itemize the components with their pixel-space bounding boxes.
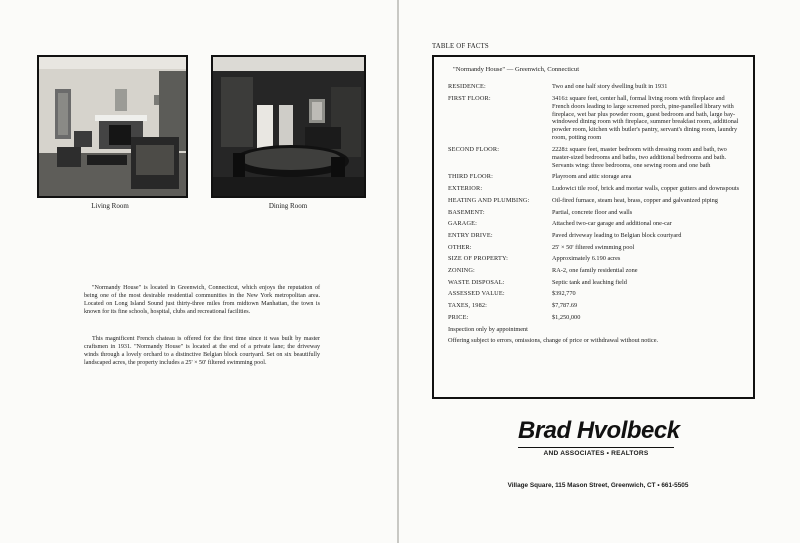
fact-value: $7,787.69: [552, 302, 578, 310]
fact-label: ZONING:: [448, 267, 475, 275]
fact-row: [448, 314, 743, 322]
fact-row: [448, 197, 743, 205]
fact-value: 25' × 50' filtered swimming pool: [552, 243, 635, 251]
fact-label: BASEMENT:: [448, 208, 485, 216]
fact-row: [448, 267, 743, 275]
fact-label: PRICE:: [448, 313, 469, 321]
agency-subtitle: AND ASSOCIATES • REALTORS: [543, 450, 649, 457]
fact-row: [448, 244, 743, 252]
fact-label: THIRD FLOOR:: [448, 173, 494, 181]
logo-divider: [518, 447, 674, 448]
disclaimer-note: Offering subject to errors, omissions, change of price or withdrawal without notice.: [448, 337, 659, 345]
fact-value: Attached two-car garage and additional one-car: [552, 220, 672, 228]
fact-value: Paved driveway leading to Belgian block courtyard: [552, 231, 682, 239]
fact-row: [448, 279, 743, 287]
description-paragraph: "Normandy House" is located in Greenwich, Connecticut, which enjoys the reputation of being one of the most desirable residential communities in the New York metropolitan area. Located on Long Island Sound just thirty-three miles from midtown Manhattan, the town is known for its fine schools, hospital, clubs and recreational facilities.: [84, 285, 320, 316]
fact-label: SECOND FLOOR:: [448, 145, 500, 153]
fact-label: ENTRY DRIVE:: [448, 231, 493, 239]
fact-value: 2228± square feet, master bedroom with dressing room and bath, two master-sized bedrooms and baths, two additional bedrooms and bath. Servants wing: three bedrooms, one sewing room and one bath: [552, 145, 727, 169]
fact-value: Approximately 6.190 acres: [552, 255, 621, 263]
fact-row: [448, 173, 743, 181]
fact-label: GARAGE:: [448, 220, 478, 228]
living-room-caption: Living Room: [91, 202, 129, 210]
fact-row: [448, 209, 743, 217]
fact-value: Oil-fired furnace, steam heat, brass, copper and galvanized piping: [552, 196, 718, 204]
property-title: "Normandy House" — Greenwich, Connecticut: [453, 66, 580, 73]
fact-label: HEATING AND PLUMBING:: [448, 196, 530, 204]
fact-value: Partial, concrete floor and walls: [552, 208, 633, 216]
fact-value: 3416± square feet, center hall, formal living room with fireplace and French doors leading to large screened porch, pine-panelled library with fireplace, wet bar plus powder room, guest bedroom and bath, large bay-windowed dining room with fireplace, summer breakfast room, additional powder room, kitchen with butler's pantry, servant's dining room, laundry room, potting room: [552, 94, 739, 142]
fact-value: RA-2, one family residential zone: [552, 267, 638, 275]
fact-label: TAXES, 1982:: [448, 302, 488, 310]
fact-row: [448, 232, 743, 240]
fact-row: [448, 290, 743, 298]
dining-room-caption: Dining Room: [268, 202, 308, 210]
fact-value: Playroom and attic storage area: [552, 173, 632, 181]
fact-label: EXTERIOR:: [448, 185, 483, 193]
table-of-facts-heading: TABLE OF FACTS: [432, 43, 489, 50]
fact-row: [448, 83, 743, 91]
fact-value: $392,770: [552, 290, 576, 298]
fact-label: RESIDENCE:: [448, 83, 486, 90]
fact-row: [448, 185, 743, 193]
description-paragraph: This magnificent French chateau is offered for the first time since it was built by master craftsmen in 1931. "Normandy House" is located at the end of a private lane; the driveway winds through a lovely orchard to a distinctive Belgian block courtyard. Set on six beautifully landscaped acres, the property includes a 25' × 50' filtered swimming pool.: [84, 336, 320, 367]
living-room-photo: [37, 55, 188, 198]
fact-row: [448, 255, 743, 263]
agency-logo: Brad Hvolbeck: [518, 417, 680, 444]
inspection-note: Inspection only by appointment: [448, 325, 528, 333]
fact-value: Septic tank and leaching field: [552, 278, 627, 286]
fact-label: ASSESSED VALUE:: [448, 290, 505, 298]
fact-value: $1,250,000: [552, 313, 581, 321]
fact-row: [448, 220, 743, 228]
dining-room-photo: [211, 55, 366, 198]
facts-table: [432, 55, 755, 399]
fact-row: [448, 146, 743, 170]
agency-address: Village Square, 115 Mason Street, Greenwich, CT • 661-5505: [507, 482, 689, 489]
fact-value: Ludowici tile roof, brick and mortar walls, copper gutters and downspouts: [552, 185, 740, 193]
fact-label: FIRST FLOOR:: [448, 94, 491, 102]
fact-row: [448, 95, 743, 142]
fact-label: WASTE DISPOSAL:: [448, 278, 505, 286]
fact-label: SIZE OF PROPERTY:: [448, 255, 509, 263]
fact-row: [448, 302, 743, 310]
fact-value: Two and one half story dwelling built in 1931: [552, 83, 668, 90]
fact-label: OTHER:: [448, 243, 472, 251]
